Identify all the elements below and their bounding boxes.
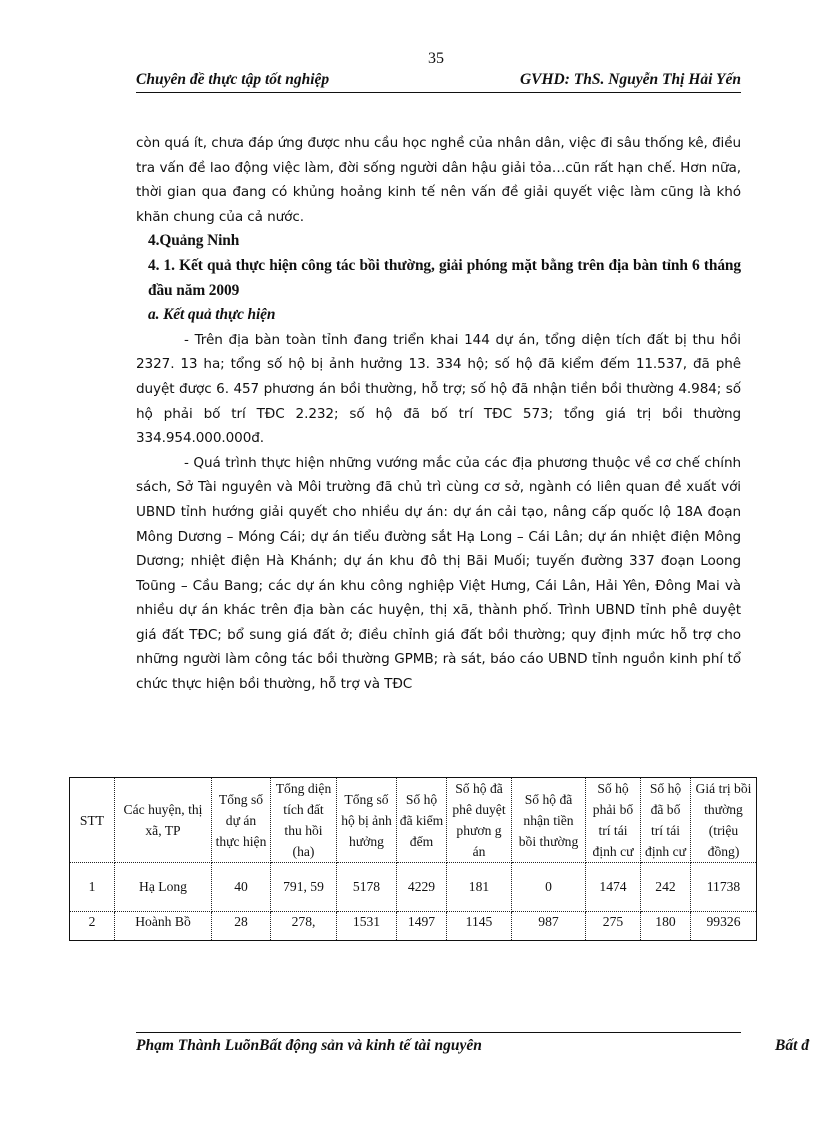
table-cell: 28 [212,912,271,941]
body-paragraph: - Trên địa bàn toàn tỉnh đang triển khai 144 dự án, tổng diện tích đất bị thu hồi 2327. 13 ha; tổng số hộ bị ảnh hưởng 13. 334 hộ; số hộ đã kiểm đếm 11.537, đã phê duyệt được 6. 457 phương án bồi thường, hỗ trợ; số hộ đã nhận tiền bồi thường 4.984; số hộ phải bố trí TĐC 2.232; số hộ đã bố trí TĐC 573; tổng giá trị bồi thường 334.954.000.000đ. [136,331,741,447]
subsection-heading: 4. 1. Kết quả thực hiện công tác bồi thường, giải phóng mặt bằng trên địa bàn tỉnh 6 tháng đầu năm 2009 [148,256,741,299]
column-header: Tổng số dự án thực hiện [212,778,271,863]
table-cell: 987 [512,912,586,941]
table-header-row [70,778,757,863]
column-header: Số hộ đã phê duyệt phươn g án [447,778,512,863]
header-advisor: GVHD: ThS. Nguyễn Thị Hải Yến [519,71,741,88]
column-header: STT [70,778,115,863]
column-header: Số hộ đã kiểm đếm [397,778,447,863]
body-paragraph: - Quá trình thực hiện những vướng mắc của các địa phương thuộc về cơ chế chính sách, Sở Tài nguyên và Môi trường đã chủ trì cùng cơ sở, ngành có liên quan đề xuất với UBND tỉnh hướng giải quyết cho nhiều dự án: dự án cải tạo, nâng cấp quốc lộ 18A đoạn Mông Dương – Móng Cái; dự án tiểu đường sắt Hạ Long – Cái Lân; dự án nhiệt điện Mông Dương; nhiệt điện Hà Khánh; dự án khu đô thị Bãi Muối; tuyến đường 337 đoạn Loong Toũng – Cầu Bang; các dự án khu công nghiệp Việt Hưng, Cái Lân, Hải Yên, Đông Mai và nhiều dự án khác trên địa bàn các huyện, thị xã, thành phố. Trình UBND tỉnh phê duyệt giá đất TĐC; bổ sung giá đất ở; điều chỉnh giá đất bồi thường; quy định mức hỗ trợ cho những người làm công tác bồi thường GPMB; rà sát, báo cáo UBND tỉnh nguồn kinh phí tổ chức thực hiện bồi thường, hỗ trợ và TĐC [136,454,741,693]
page-header [136,70,741,93]
table-cell: 5178 [337,863,397,912]
statistics-table [69,777,757,941]
table-cell: 4229 [397,863,447,912]
table-row [70,912,757,941]
column-header: Số hộ đã nhận tiền bồi thường [512,778,586,863]
column-header: Giá trị bồi thường (triệu đồng) [691,778,757,863]
body-content [136,131,741,697]
column-header: Số hộ đã bố trí tái định cư [641,778,691,863]
header-topic: Chuyên đề thực tập tốt nghiệp [136,71,330,88]
table-cell: 242 [641,863,691,912]
table-cell: 40 [212,863,271,912]
footer-divider [136,1032,741,1033]
page-number: 35 [428,50,444,67]
table-row [70,863,757,912]
table-cell: 275 [586,912,641,941]
table-cell: 1 [70,863,115,912]
table-cell: 1474 [586,863,641,912]
column-header: Số hộ phải bố trí tái định cư [586,778,641,863]
column-header: Tổng diện tích đất thu hồi (ha) [271,778,337,863]
table-cell: 1531 [337,912,397,941]
table-cell: 1497 [397,912,447,941]
body-paragraph: còn quá ít, chưa đáp ứng được nhu cầu học nghề của nhân dân, việc đi sâu thống kê, điều tra vấn đề lao động việc làm, đời sống người dân hậu giải tỏa…cũn rất hạn chế. Hơn nữa, thời gian qua đang có khủng hoảng kinh tế nên vấn đề giải quyết việc làm cũng là khó khăn chung của cả nước. [136,135,741,225]
column-header: Tổng số hộ bị ảnh hưởng [337,778,397,863]
table-cell: 181 [447,863,512,912]
table-cell: 791, 59 [271,863,337,912]
table-cell: 278, [271,912,337,941]
table-cell: 180 [641,912,691,941]
statistics-table-container [69,777,757,941]
table-cell: Hạ Long [115,863,212,912]
section-heading: 4.Quảng Ninh [148,232,240,250]
table-cell: Hoành Bồ [115,912,212,941]
table-cell: 99326 [691,912,757,941]
footer-subject: Bất đ [775,1037,810,1054]
column-header: Các huyện, thị xã, TP [115,778,212,863]
table-cell: 1145 [447,912,512,941]
footer-author: Phạm Thành LuõnBất động sản và kinh tế tài nguyên [136,1037,482,1054]
subsubsection-heading: a. Kết quả thực hiện [148,306,276,324]
table-cell: 0 [512,863,586,912]
table-cell: 2 [70,912,115,941]
table-cell: 11738 [691,863,757,912]
